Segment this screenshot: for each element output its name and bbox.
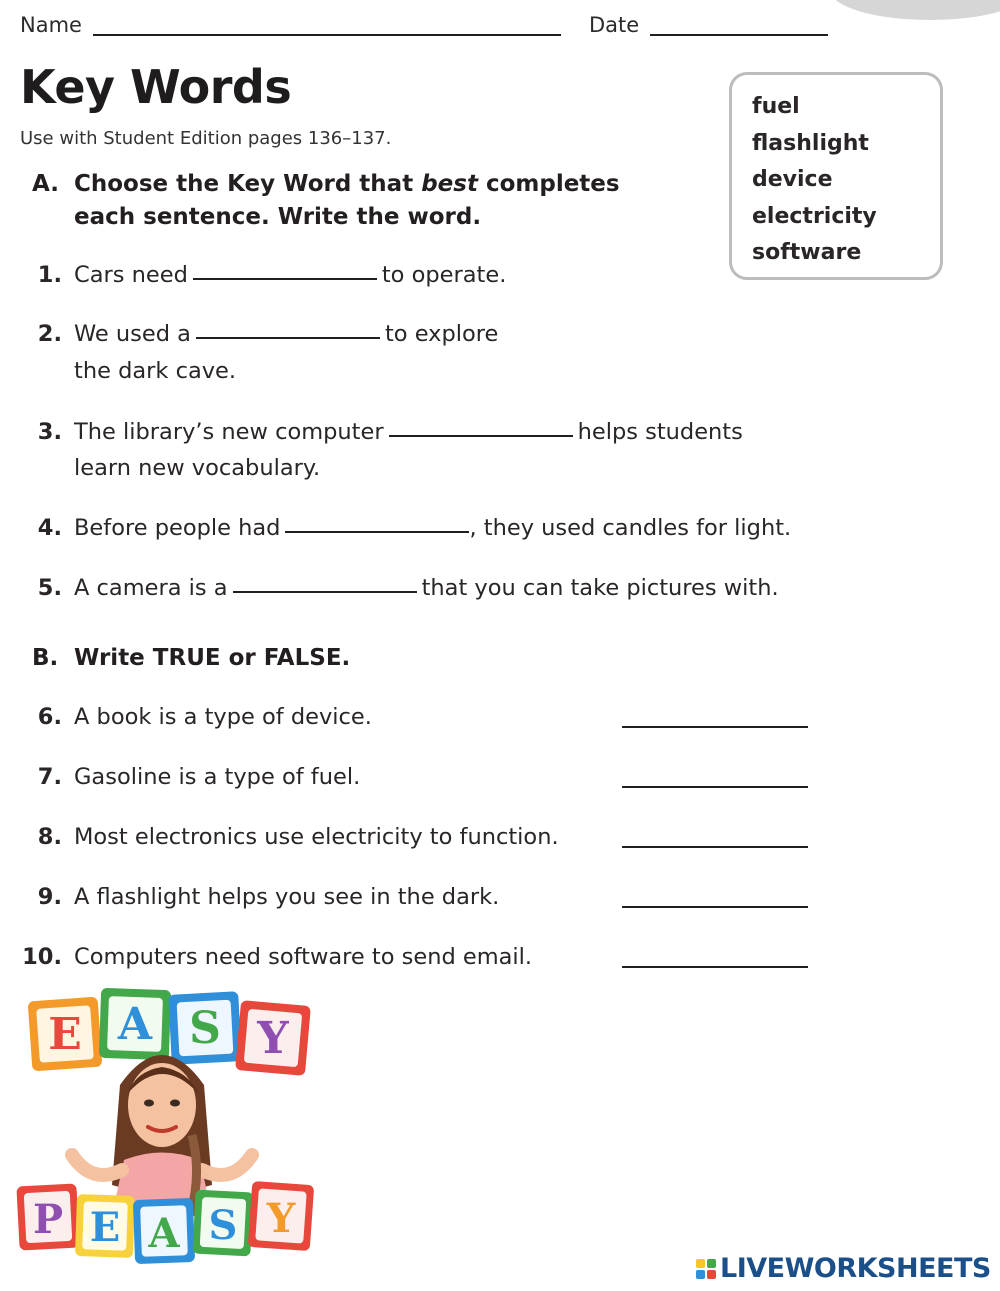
block-letter: S — [189, 1003, 221, 1054]
question-text-pre: The library’s new computer — [74, 419, 384, 445]
letter-block — [75, 1194, 135, 1258]
question-text: Gasoline is a type of fuel. — [74, 764, 361, 790]
tf-question-7 — [0, 764, 1000, 800]
question-text-pre: Before people had — [74, 515, 281, 541]
word-bank-item: flashlight — [752, 130, 869, 156]
logo-text: LIVEWORKSHEETS — [720, 1253, 991, 1284]
liveworksheets-logo — [696, 1253, 991, 1284]
tf-question-10 — [0, 944, 1000, 980]
question-number: 8. — [37, 824, 62, 850]
block-letter: Y — [266, 1195, 296, 1242]
question-number: 10. — [22, 944, 62, 970]
true-false-blank[interactable] — [622, 726, 808, 728]
letter-block — [99, 988, 171, 1060]
word-bank-item: fuel — [752, 94, 800, 119]
question-number: 9. — [37, 884, 62, 910]
true-false-blank[interactable] — [622, 966, 808, 968]
question-text-pre: Cars need — [74, 262, 188, 288]
logo-mark-cell — [696, 1270, 705, 1279]
question-2 — [0, 321, 1000, 391]
answer-blank[interactable] — [389, 435, 573, 437]
question-number: 2. — [37, 321, 62, 347]
question-5 — [0, 575, 1000, 615]
question-text — [74, 262, 506, 288]
logo-mark-cell — [696, 1259, 705, 1268]
question-3 — [0, 419, 1000, 489]
question-1 — [0, 262, 1000, 302]
letter-block — [248, 1181, 314, 1251]
question-text — [74, 419, 743, 445]
letter-block — [16, 1183, 79, 1250]
question-text-post: , they used candles for light. — [469, 515, 792, 541]
question-text: A flashlight helps you see in the dark. — [74, 884, 500, 910]
letter-block — [28, 997, 103, 1072]
section-a-line1 — [74, 168, 620, 201]
page-subtitle: Use with Student Edition pages 136–137. — [20, 128, 392, 149]
block-letter: E — [48, 1009, 82, 1060]
page-corner-tab — [830, 0, 1000, 20]
character-avatar — [72, 1055, 252, 1215]
answer-blank[interactable] — [193, 278, 377, 280]
section-b-text: Write TRUE or FALSE. — [74, 645, 351, 671]
section-a-line2: each sentence. Write the word. — [74, 204, 482, 230]
logo-mark-cell — [707, 1270, 716, 1279]
liveworksheets-mark-icon — [696, 1259, 716, 1279]
question-text-pre: We used a — [74, 321, 191, 347]
block-letter: Y — [257, 1013, 289, 1064]
true-false-blank[interactable] — [622, 846, 808, 848]
question-text: Most electronics use electricity to function. — [74, 824, 559, 850]
section-a-heading — [32, 168, 672, 238]
block-letter: A — [148, 1210, 180, 1257]
date-field[interactable] — [650, 34, 828, 36]
word-bank-item: device — [752, 167, 833, 192]
answer-blank[interactable] — [196, 337, 380, 339]
question-number: 3. — [37, 419, 62, 445]
letter-block — [235, 1000, 311, 1076]
tf-question-9 — [0, 884, 1000, 920]
word-bank-item: software — [752, 240, 862, 265]
question-number: 6. — [37, 704, 62, 730]
word-bank-item: electricity — [752, 203, 877, 229]
question-text-post: to explore — [384, 321, 499, 347]
letter-block — [133, 1198, 195, 1264]
section-a-text: completes — [477, 171, 620, 197]
section-b-heading — [32, 642, 632, 678]
question-number: 1. — [37, 262, 62, 288]
question-text — [74, 515, 791, 541]
tf-question-8 — [0, 824, 1000, 860]
question-text-post: that you can take pictures with. — [421, 575, 779, 601]
section-a-letter: A. — [32, 171, 59, 197]
block-letter: S — [208, 1202, 238, 1249]
block-letter: E — [89, 1204, 121, 1251]
answer-blank[interactable] — [285, 531, 469, 533]
letter-block — [192, 1190, 253, 1257]
section-a-text: Choose the Key Word that — [74, 171, 422, 197]
question-text: A book is a type of device. — [74, 704, 372, 730]
question-text-post: to operate. — [381, 262, 507, 288]
name-label: Name — [20, 13, 82, 37]
letter-block — [168, 991, 242, 1065]
answer-blank[interactable] — [233, 591, 417, 593]
true-false-blank[interactable] — [622, 906, 808, 908]
question-text-line2: the dark cave. — [74, 358, 237, 384]
logo-mark-cell — [707, 1259, 716, 1268]
question-text — [74, 575, 779, 601]
question-text: Computers need software to send email. — [74, 944, 533, 970]
block-letter: P — [32, 1196, 64, 1243]
date-label: Date — [589, 13, 640, 37]
word-bank — [729, 72, 943, 280]
page-title: Key Words — [20, 60, 292, 114]
tf-question-6 — [0, 704, 1000, 740]
name-field[interactable] — [93, 34, 561, 36]
section-a-emphasis: best — [421, 171, 478, 197]
section-b-letter: B. — [32, 645, 59, 671]
easy-peasy-sticker — [12, 985, 322, 1275]
question-text-line2: learn new vocabulary. — [74, 455, 321, 481]
question-text-pre: A camera is a — [74, 575, 228, 601]
question-number: 4. — [37, 515, 62, 541]
question-4 — [0, 515, 1000, 555]
true-false-blank[interactable] — [622, 786, 808, 788]
question-number: 5. — [37, 575, 62, 601]
question-text-post: helps students — [577, 419, 743, 445]
question-text — [74, 321, 498, 347]
question-number: 7. — [37, 764, 62, 790]
block-letter: A — [117, 999, 153, 1050]
